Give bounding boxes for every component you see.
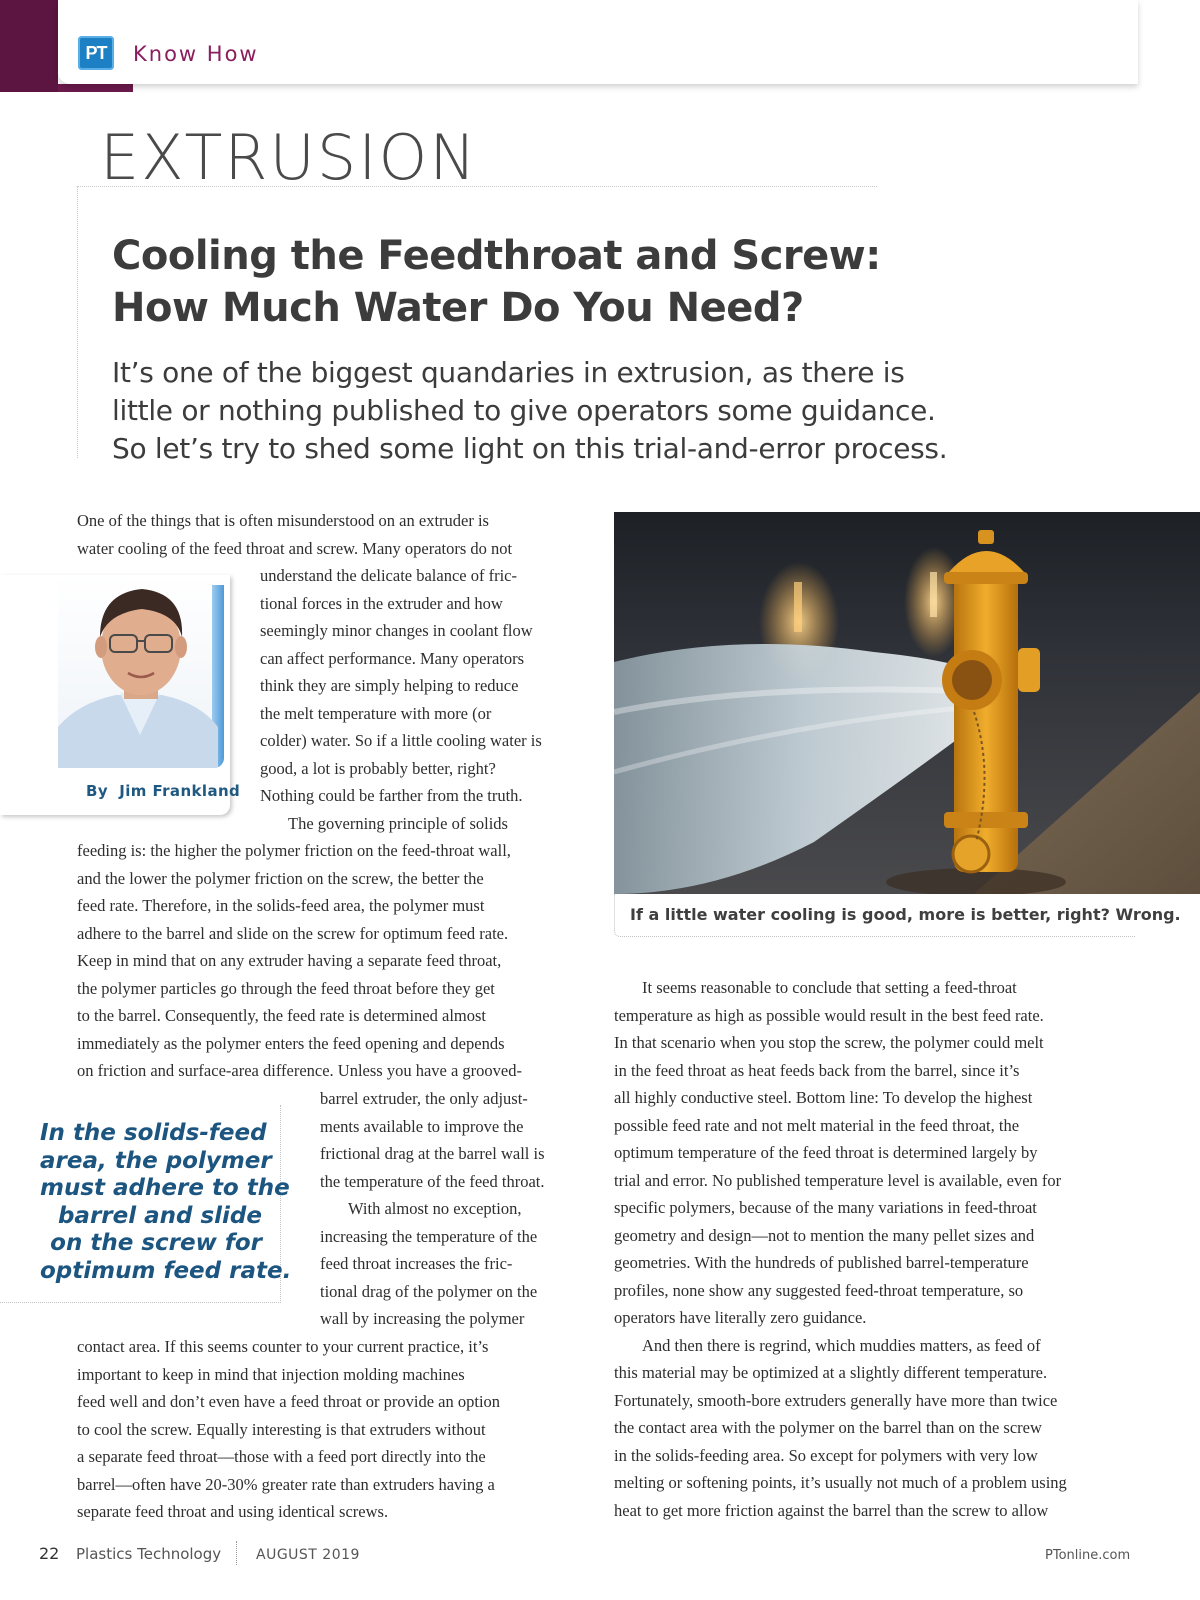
text-line: heat to get more friction against the barrel than the screw to allow bbox=[614, 1500, 1049, 1520]
text-line: feed rate. Therefore, in the solids-feed area, the polymer must bbox=[77, 896, 485, 915]
text-line: tional forces in the extruder and how bbox=[260, 593, 503, 613]
photo-caption: If a little water cooling is good, more is better, right? Wrong. bbox=[630, 905, 1181, 924]
deck-line: It’s one of the biggest quandaries in extrusion, as there is bbox=[112, 356, 905, 389]
text-line: Nothing could be farther from the truth. bbox=[260, 786, 523, 805]
text-line: seemingly minor changes in coolant flow bbox=[260, 621, 533, 640]
text-line: on friction and surface-area difference. Unless you have a grooved- bbox=[77, 1061, 522, 1080]
footer-divider bbox=[236, 1541, 237, 1565]
text-line: In that scenario when you stop the screw, the polymer could melt bbox=[614, 1033, 1044, 1052]
text-line: the polymer particles go through the feed throat before they get bbox=[77, 978, 495, 998]
text-line: possible feed rate and not melt material in the feed throat, the bbox=[614, 1115, 1020, 1135]
pull-quote-line: optimum feed rate. bbox=[40, 1257, 292, 1284]
text-line: Keep in mind that on any extruder having a separate feed throat, bbox=[77, 951, 502, 970]
text-line: barrel extruder, the only adjust- bbox=[320, 1089, 528, 1108]
title-rule bbox=[77, 186, 877, 187]
left-intro bbox=[77, 507, 512, 562]
text-line: contact area. If this seems counter to your current practice, it’s bbox=[77, 1337, 489, 1356]
pt-logo: PT bbox=[78, 36, 114, 70]
text-line: specific polymers, because of the many variations in feed-throat bbox=[614, 1198, 1037, 1217]
pull-quote-line: area, the polymer bbox=[40, 1147, 272, 1174]
text-line: ments available to improve the bbox=[320, 1116, 524, 1136]
text-line: barrel—often have 20-30% greater rate than extruders having a bbox=[77, 1474, 495, 1494]
text-line: the contact area with the polymer on the barrel than on the screw bbox=[614, 1418, 1042, 1437]
text-line: operators have literally zero guidance. bbox=[614, 1308, 867, 1327]
left-tail bbox=[77, 1333, 500, 1526]
text-line: the melt temperature with more (or bbox=[260, 703, 492, 723]
text-line: geometry and design—not to mention the many pellet sizes and bbox=[614, 1225, 1035, 1245]
text-line: geometries. With the hundreds of published barrel-temperature bbox=[614, 1253, 1029, 1272]
text-line: And then there is regrind, which muddies matters, as feed of bbox=[642, 1335, 1041, 1355]
text-line: wall by increasing the polymer bbox=[320, 1309, 525, 1328]
pull-quote bbox=[40, 1120, 292, 1285]
text-line: separate feed throat and using identical screws. bbox=[77, 1502, 389, 1521]
text-line: feed throat increases the fric- bbox=[320, 1254, 513, 1273]
publication-name: Plastics Technology bbox=[76, 1545, 222, 1563]
text-line: temperature as high as possible would result in the best feed rate. bbox=[614, 1005, 1044, 1025]
header-accent-bar bbox=[0, 0, 58, 92]
text-line: trial and error. No published temperature level is available, even for bbox=[614, 1170, 1062, 1190]
text-line: adhere to the barrel and slide on the screw for optimum feed rate. bbox=[77, 923, 509, 943]
text-line: water cooling of the feed throat and screw. Many operators do not bbox=[77, 538, 513, 558]
left-wrap-author bbox=[260, 562, 542, 837]
text-line: tional drag of the polymer on the bbox=[320, 1281, 538, 1301]
text-line: important to keep in mind that injection molding machines bbox=[77, 1364, 465, 1384]
text-line: With almost no exception, bbox=[348, 1199, 522, 1218]
right-column bbox=[614, 974, 1067, 1524]
text-line: immediately as the polymer enters the feed opening and depends bbox=[77, 1033, 505, 1053]
text-line: in the feed throat as heat feeds back from the barrel, since it’s bbox=[614, 1060, 1020, 1080]
text-line: think they are simply helping to reduce bbox=[260, 676, 519, 695]
pull-quote-line: In the solids-feed bbox=[40, 1120, 267, 1146]
text-line: One of the things that is often misunderstood on an extruder is bbox=[77, 511, 489, 530]
kicker: EXTRUSION bbox=[100, 121, 478, 194]
text-line: profiles, none show any suggested feed-throat temperature, so bbox=[614, 1280, 1024, 1300]
text-line: It seems reasonable to conclude that setting a feed-throat bbox=[642, 978, 1017, 997]
author-photo bbox=[58, 575, 224, 768]
text-line: increasing the temperature of the bbox=[320, 1226, 538, 1246]
text-line: a separate feed throat—those with a feed port directly into the bbox=[77, 1447, 486, 1466]
headline bbox=[112, 230, 1012, 334]
left-wrap-quote bbox=[320, 1085, 545, 1333]
title-side-rule bbox=[77, 186, 78, 458]
text-line: the temperature of the feed throat. bbox=[320, 1171, 545, 1191]
issue-date: AUGUST 2019 bbox=[256, 1547, 360, 1563]
text-line: this material may be optimized at a slightly different temperature. bbox=[614, 1363, 1048, 1382]
text-line: to cool the screw. Equally interesting is that extruders without bbox=[77, 1419, 486, 1439]
website-link[interactable]: PTonline.com bbox=[1045, 1548, 1131, 1563]
text-line: good, a lot is probably better, right? bbox=[260, 758, 496, 778]
text-line: and the lower the polymer friction on the screw, the better the bbox=[77, 868, 484, 888]
text-line: Fortunately, smooth-bore extruders generally have more than twice bbox=[614, 1390, 1058, 1410]
byline-prefix: By bbox=[86, 782, 109, 800]
byline bbox=[86, 784, 240, 799]
deck-line: little or nothing published to give operators some guidance. bbox=[112, 394, 936, 427]
section-label: Know How bbox=[133, 42, 259, 66]
deck-line: So let’s try to shed some light on this trial-and-error process. bbox=[112, 432, 948, 465]
page-number: 22 bbox=[39, 1544, 60, 1563]
text-line: optimum temperature of the feed throat is determined largely by bbox=[614, 1143, 1038, 1162]
text-line: colder) water. So if a little cooling water is bbox=[260, 731, 542, 750]
left-para2 bbox=[77, 837, 522, 1085]
text-line: frictional drag at the barrel wall is bbox=[320, 1144, 545, 1163]
pull-quote-line: barrel and slide bbox=[57, 1202, 262, 1229]
text-line: understand the delicate balance of fric- bbox=[260, 566, 517, 585]
pull-quote-line: on the screw for bbox=[50, 1230, 262, 1256]
hydrant-photo bbox=[614, 512, 1200, 894]
text-line: all highly conductive steel. Bottom line: To develop the highest bbox=[614, 1088, 1033, 1107]
text-line: The governing principle of solids bbox=[288, 813, 508, 833]
text-line: to the barrel. Consequently, the feed rate is determined almost bbox=[77, 1006, 487, 1025]
text-line: in the solids-feeding area. So except for polymers with very low bbox=[614, 1445, 1038, 1465]
author-name: Jim Frankland bbox=[119, 782, 241, 800]
deck bbox=[112, 354, 1072, 468]
headline-line: How Much Water Do You Need? bbox=[112, 285, 804, 331]
pull-quote-line: must adhere to the bbox=[40, 1175, 290, 1201]
text-line: feeding is: the higher the polymer friction on the feed-throat wall, bbox=[77, 841, 511, 860]
text-line: melting or softening points, it’s usually not much of a problem using bbox=[614, 1473, 1067, 1492]
text-line: feed well and don’t even have a feed throat or provide an option bbox=[77, 1392, 501, 1411]
text-line: can affect performance. Many operators bbox=[260, 648, 525, 668]
headline-line: Cooling the Feedthroat and Screw: bbox=[112, 233, 881, 279]
header-accent-underline bbox=[58, 84, 133, 92]
